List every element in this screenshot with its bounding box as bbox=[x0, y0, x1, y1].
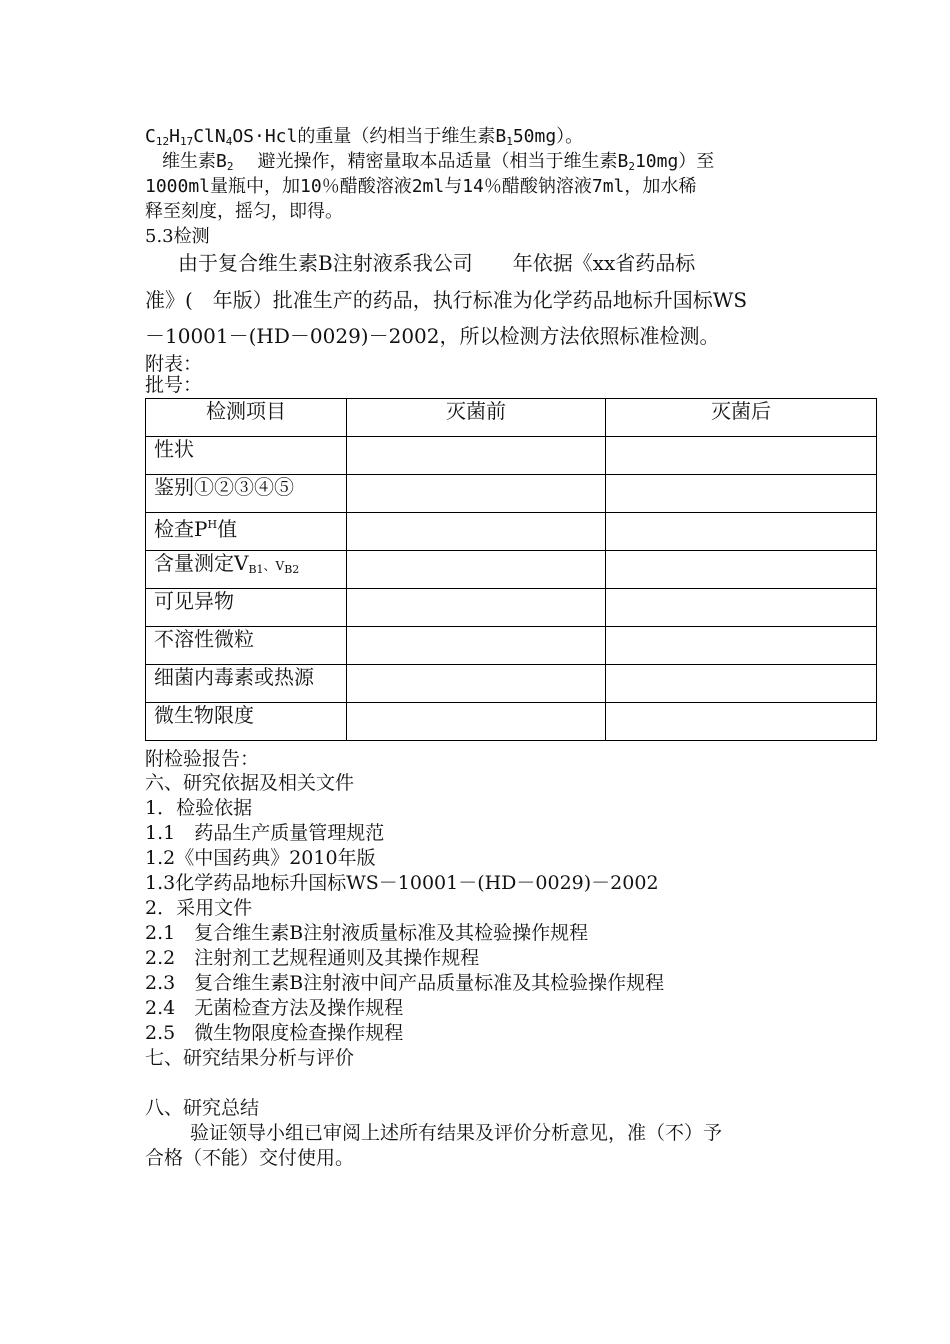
ph-main: 检查P bbox=[154, 517, 208, 541]
table-row bbox=[146, 475, 877, 513]
cell-empty bbox=[606, 551, 877, 589]
cell-empty bbox=[606, 665, 877, 703]
section-8-para-1: 验证领导小组已审阅上述所有结果及评价分析意见，准（不）予 bbox=[190, 1122, 723, 1144]
row-item-microbial-limit: 微生物限度 bbox=[146, 703, 347, 741]
cell-empty bbox=[347, 665, 606, 703]
vb2-line-2: 1000ml量瓶中，加10％醋酸溶液2ml与14％醋酸钠溶液7ml，加水稀 bbox=[145, 176, 697, 197]
formula-sub-12: 12 bbox=[155, 135, 170, 148]
vb2-sub: 2 bbox=[226, 160, 234, 173]
table-row bbox=[146, 703, 877, 741]
row-item-insoluble-particles: 不溶性微粒 bbox=[146, 627, 347, 665]
cell-empty bbox=[347, 627, 606, 665]
cell-empty bbox=[606, 589, 877, 627]
inspection-table bbox=[145, 398, 877, 741]
section-5-3-para-2: 准》( 年版）批准生产的药品，执行标准为化学药品地标升国标WS bbox=[145, 288, 748, 312]
section-5-3-heading: 5.3检测 bbox=[145, 226, 210, 247]
section-6-2-4: 2.4 无菌检查方法及操作规程 bbox=[145, 997, 404, 1019]
batch-label: 批号： bbox=[145, 374, 203, 396]
section-6-2-1: 2.1 复合维生素B注射液质量标准及其检验操作规程 bbox=[145, 922, 589, 944]
vb2-text-end: 10mg）至 bbox=[634, 151, 715, 172]
row-item-appearance: 性状 bbox=[146, 437, 347, 475]
cell-empty bbox=[347, 703, 606, 741]
section-6-1: 1．检验依据 bbox=[145, 797, 253, 819]
ph-sup: H bbox=[207, 518, 218, 531]
header-after-sterilization: 灭菌后 bbox=[606, 399, 877, 437]
cell-empty bbox=[347, 475, 606, 513]
section-5-3-para-1: 由于复合维生素B注射液系我公司 年依据《xx省药品标 bbox=[178, 251, 696, 275]
section-5-3-para-3: －10001－(HD－0029)－2002，所以检测方法依照标准检测。 bbox=[145, 324, 720, 348]
cell-empty bbox=[347, 551, 606, 589]
vb2-sub-2: 2 bbox=[628, 160, 635, 173]
section-6-1-1: 1.1 药品生产质量管理规范 bbox=[145, 822, 385, 844]
content-sub-b1: B1 bbox=[248, 563, 264, 576]
row-item-endotoxin: 细菌内毒素或热源 bbox=[146, 665, 347, 703]
cell-empty bbox=[347, 589, 606, 627]
section-6-2-5: 2.5 微生物限度检查操作规程 bbox=[145, 1022, 404, 1044]
vb2-text: 避光操作，精密量取本品适量（相当于维生素B bbox=[257, 151, 629, 172]
header-before-sterilization: 灭菌前 bbox=[347, 399, 606, 437]
table-row bbox=[146, 589, 877, 627]
table-row bbox=[146, 437, 877, 475]
vb2-line-3: 释至刻度，摇匀，即得。 bbox=[145, 201, 343, 222]
cell-empty bbox=[347, 437, 606, 475]
formula-h: H bbox=[169, 126, 180, 147]
table-row bbox=[146, 513, 877, 551]
header-inspection-item: 检测项目 bbox=[146, 399, 347, 437]
cell-empty bbox=[606, 627, 877, 665]
table-row bbox=[146, 551, 877, 589]
formula-rest: OS·Hcl的重量（约相当于维生素B bbox=[232, 126, 507, 147]
table-header-row bbox=[146, 399, 877, 437]
ph-end: 值 bbox=[217, 517, 238, 541]
vb2-label: 维生素B bbox=[162, 151, 227, 172]
section-6-1-3: 1.3化学药品地标升国标WS－10001－(HD－0029)－2002 bbox=[145, 872, 659, 894]
cell-empty bbox=[606, 513, 877, 551]
table-row bbox=[146, 665, 877, 703]
cell-empty bbox=[606, 475, 877, 513]
content-sub-b2: B2 bbox=[284, 563, 300, 576]
row-item-identification: 鉴别①②③④⑤ bbox=[146, 475, 347, 513]
row-item-visible-particles: 可见异物 bbox=[146, 589, 347, 627]
section-8-para-2: 合格（不能）交付使用。 bbox=[145, 1147, 355, 1169]
section-6-2-3: 2.3 复合维生素B注射液中间产品质量标准及其检验操作规程 bbox=[145, 972, 665, 994]
row-item-ph bbox=[146, 513, 347, 551]
formula-end: 50mg）。 bbox=[512, 126, 584, 147]
attach-report-label: 附检验报告： bbox=[145, 748, 260, 770]
row-item-content bbox=[146, 551, 347, 589]
cell-empty bbox=[606, 437, 877, 475]
cell-empty bbox=[606, 703, 877, 741]
content-sep: 、V bbox=[263, 559, 285, 573]
content-main: 含量测定V bbox=[154, 551, 249, 575]
section-6-2: 2．采用文件 bbox=[145, 897, 253, 919]
section-6-1-2: 1.2《中国药典》2010年版 bbox=[145, 847, 376, 869]
section-8-heading: 八、研究总结 bbox=[145, 1097, 260, 1119]
attach-label: 附表： bbox=[145, 353, 203, 375]
formula-c: C bbox=[145, 126, 156, 147]
section-7-heading: 七、研究结果分析与评价 bbox=[145, 1047, 355, 1069]
formula-sub-4: 4 bbox=[225, 135, 233, 148]
section-6-2-2: 2.2 注射剂工艺规程通则及其操作规程 bbox=[145, 947, 480, 969]
table-row bbox=[146, 627, 877, 665]
formula-b-sub: 1 bbox=[506, 135, 513, 148]
section-6-heading: 六、研究依据及相关文件 bbox=[145, 772, 355, 794]
cell-empty bbox=[347, 513, 606, 551]
formula-sub-17: 17 bbox=[179, 135, 194, 148]
formula-cln: ClN bbox=[193, 126, 226, 147]
